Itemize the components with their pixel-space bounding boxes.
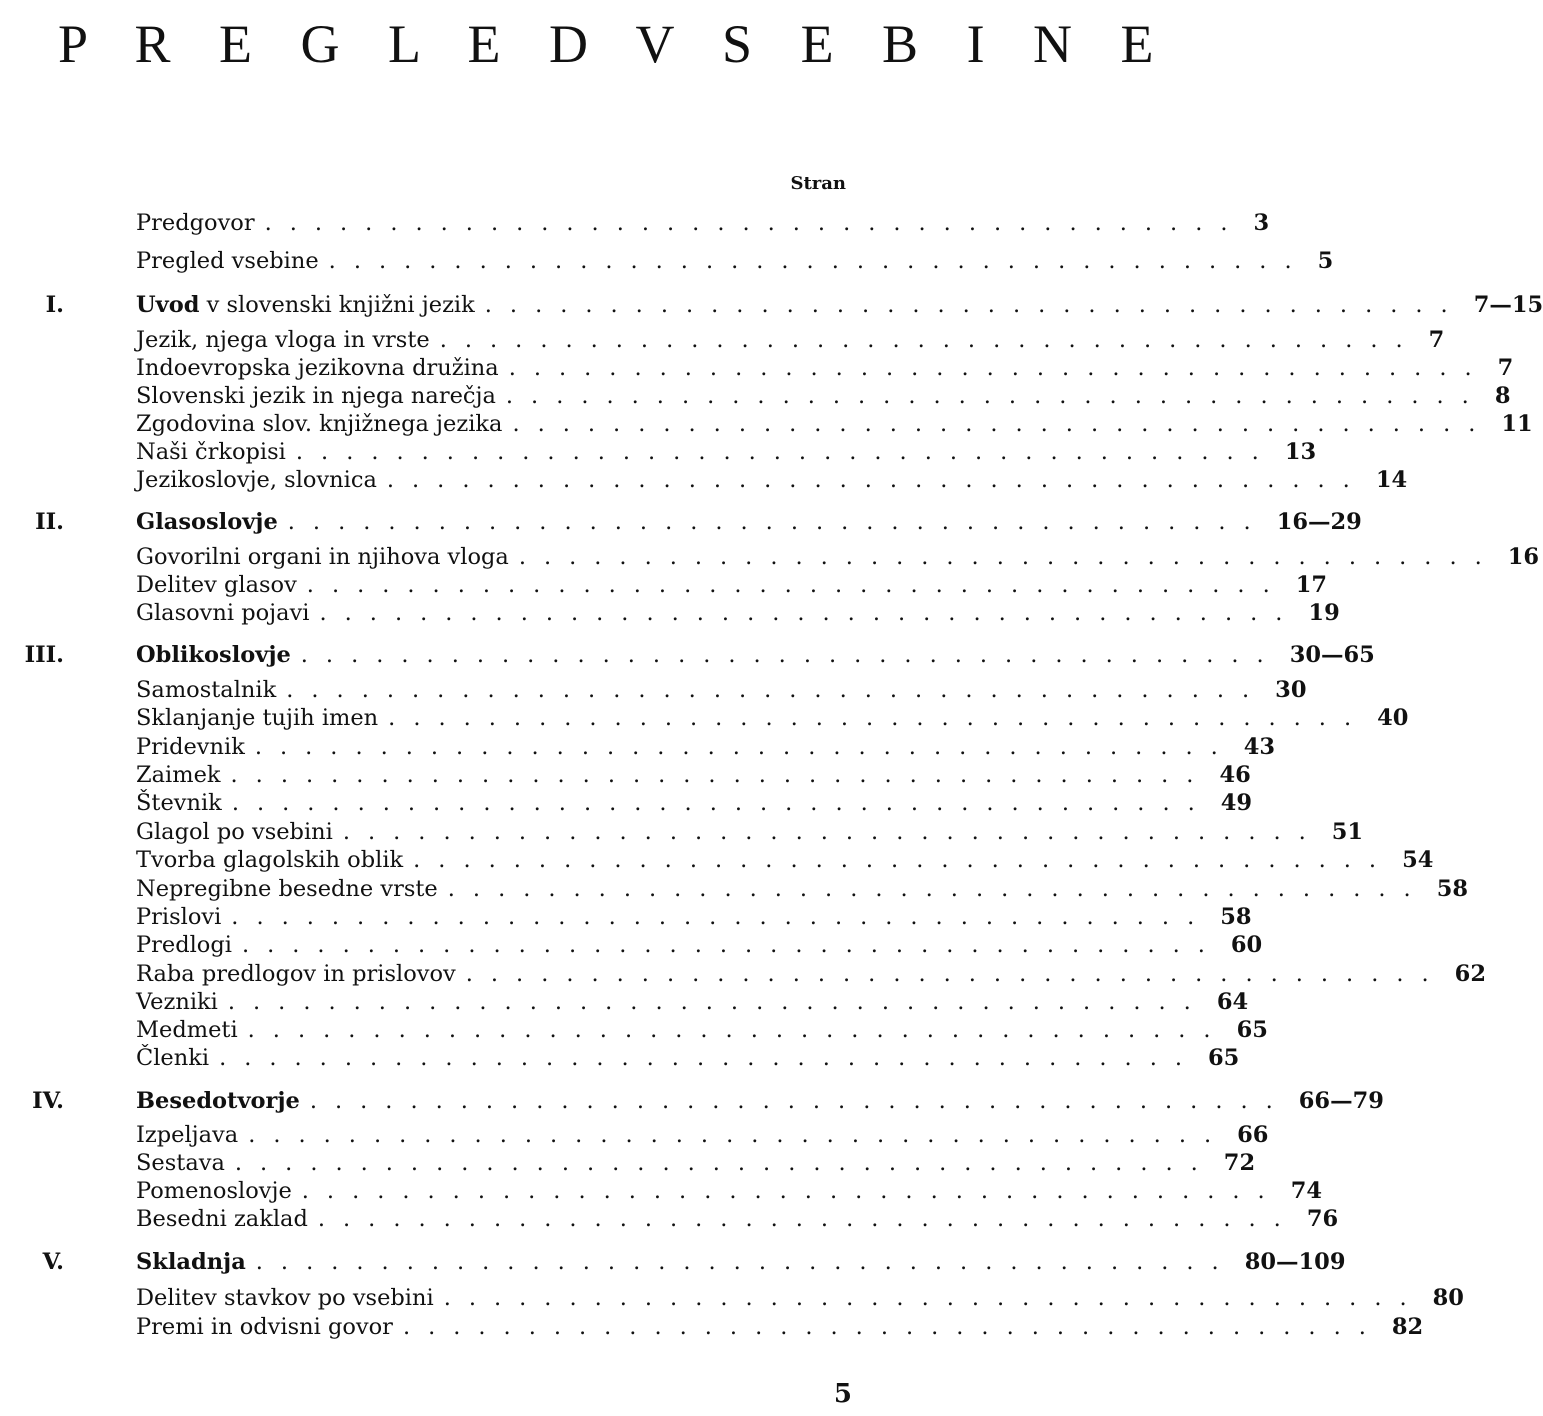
toc-entry-label: Jezik, njega vloga in vrste xyxy=(136,327,430,353)
toc-entry-page: 11 xyxy=(1501,411,1533,437)
toc-section xyxy=(24,641,1375,669)
toc-entry xyxy=(136,438,1317,466)
toc-entry xyxy=(136,676,1307,704)
toc-entry xyxy=(136,1121,1269,1149)
toc-entry-page: 40 xyxy=(1377,705,1409,731)
toc-entry-page: 5 xyxy=(1317,248,1334,274)
toc-entry-label: Vezniki xyxy=(136,989,218,1015)
dot-leader: ....................................... xyxy=(328,248,1310,274)
toc-entry xyxy=(136,789,1253,817)
page-column-header: Stran xyxy=(790,173,846,194)
toc-entry-page: 76 xyxy=(1306,1206,1339,1232)
toc-section-label xyxy=(136,291,475,319)
toc-entry xyxy=(136,209,1270,237)
dot-leader: ....................................... xyxy=(447,876,1429,902)
toc-entry-label: Tvorba glagolskih oblik xyxy=(136,847,404,873)
dot-leader: ....................................... xyxy=(231,904,1213,930)
dot-leader: ....................................... xyxy=(512,411,1494,437)
toc-entry-label: Jezikoslovje, slovnica xyxy=(136,467,377,493)
toc-entry-label: Predgovor xyxy=(136,210,255,236)
toc-entry-page: 8 xyxy=(1494,383,1511,409)
toc-section-pages: 30—65 xyxy=(1289,642,1375,668)
toc-section-pages: 80—109 xyxy=(1244,1249,1346,1275)
toc-entry xyxy=(136,599,1340,627)
toc-entry-page: 19 xyxy=(1308,600,1340,626)
toc-entry xyxy=(136,571,1328,599)
dot-leader: ....................................... xyxy=(309,1088,1291,1114)
toc-entry-page: 80 xyxy=(1432,1285,1464,1311)
toc-entry-label: Glagol po vsebini xyxy=(136,819,333,845)
dot-leader: ....................................... xyxy=(295,439,1277,465)
dot-leader: ....................................... xyxy=(287,509,1269,535)
toc-entry xyxy=(136,1284,1464,1312)
toc-entry xyxy=(136,326,1445,354)
section-number: I. xyxy=(45,292,64,318)
toc-entry-page: 46 xyxy=(1219,762,1251,788)
toc-entry-label: Delitev glasov xyxy=(136,572,297,598)
toc-entry xyxy=(136,1044,1240,1072)
toc-entry-page: 64 xyxy=(1216,989,1249,1015)
toc-entry-label: Naši črkopisi xyxy=(136,439,286,465)
toc-entry-page: 60 xyxy=(1230,932,1263,958)
toc-entry-page: 72 xyxy=(1223,1150,1256,1176)
toc-entry-label: Pomenoslovje xyxy=(136,1178,292,1204)
toc-entry xyxy=(136,1205,1339,1233)
toc-entry-label: Govorilni organi in njihova vloga xyxy=(136,544,509,570)
dot-leader: ....................................... xyxy=(255,1249,1237,1275)
toc-section-label-bold: Uvod xyxy=(136,292,200,318)
dot-leader: ....................................... xyxy=(465,961,1447,987)
dot-leader: ....................................... xyxy=(402,1314,1384,1340)
dot-leader: ....................................... xyxy=(319,600,1301,626)
toc-entry-label: Števnik xyxy=(136,790,222,816)
section-number: III. xyxy=(24,642,64,668)
dot-leader: ....................................... xyxy=(508,355,1490,381)
toc-section xyxy=(45,291,1543,319)
toc-entry-page: 66 xyxy=(1237,1122,1269,1148)
toc-section xyxy=(42,1248,1346,1276)
toc-entry xyxy=(136,818,1364,846)
toc-entry xyxy=(136,875,1469,903)
toc-entry-page: 65 xyxy=(1236,1017,1268,1043)
section-number: II. xyxy=(35,509,64,535)
dot-leader: ....................................... xyxy=(227,989,1209,1015)
toc-section xyxy=(35,508,1362,536)
toc-entry-label: Glasovni pojavi xyxy=(136,600,310,626)
dot-leader: ....................................... xyxy=(443,1285,1425,1311)
toc-entry-label: Pridevnik xyxy=(136,734,245,760)
toc-entry-page: 17 xyxy=(1295,572,1328,598)
toc-section-label-rest: v slovenski knjižni jezik xyxy=(199,292,475,318)
toc-entry-label: Besedni zaklad xyxy=(136,1206,308,1232)
toc-entry-label: Zgodovina slov. knjižnega jezika xyxy=(136,411,503,437)
toc-section-pages: 66—79 xyxy=(1298,1088,1384,1114)
toc-entry-label: Nepregibne besedne vrste xyxy=(136,876,438,902)
toc-entry-page: 7 xyxy=(1497,355,1514,381)
toc-entry xyxy=(136,1149,1256,1177)
dot-leader: ....................................... xyxy=(241,932,1223,958)
dot-leader: ....................................... xyxy=(388,705,1370,731)
dot-leader: ....................................... xyxy=(317,1206,1299,1232)
toc-entry xyxy=(136,466,1408,494)
toc-entry-label: Predlogi xyxy=(136,932,232,958)
dot-leader: ....................................... xyxy=(342,819,1324,845)
toc-entry-label: Prislovi xyxy=(136,904,222,930)
toc-entry-page: 49 xyxy=(1220,790,1253,816)
section-number: IV. xyxy=(32,1088,64,1114)
dot-leader: ....................................... xyxy=(439,327,1421,353)
toc-entry xyxy=(136,543,1540,571)
dot-leader: ....................................... xyxy=(234,1150,1216,1176)
toc-entry xyxy=(136,1177,1323,1205)
toc-section-pages: 16—29 xyxy=(1276,509,1362,535)
toc-entry-label: Raba predlogov in prislovov xyxy=(136,961,456,987)
dot-leader: ....................................... xyxy=(518,544,1500,570)
toc-section-label: Skladnja xyxy=(136,1249,246,1275)
toc-entry xyxy=(136,354,1514,382)
toc-entry xyxy=(136,704,1409,732)
toc-entry-label: Delitev stavkov po vsebini xyxy=(136,1285,434,1311)
toc-entry xyxy=(136,931,1263,959)
toc-entry-page: 14 xyxy=(1375,467,1408,493)
dot-leader: ....................................... xyxy=(230,762,1212,788)
toc-entry xyxy=(136,960,1486,988)
dot-leader: ....................................... xyxy=(306,572,1288,598)
toc-entry-page: 30 xyxy=(1275,677,1307,703)
toc-entry-label: Izpeljava xyxy=(136,1122,239,1148)
toc-entry-label: Medmeti xyxy=(136,1017,238,1043)
dot-leader: ....................................... xyxy=(231,790,1213,816)
dot-leader: ....................................... xyxy=(247,1017,1229,1043)
dot-leader: ....................................... xyxy=(413,847,1395,873)
toc-entry xyxy=(136,1016,1268,1044)
toc-entry-label: Sestava xyxy=(136,1150,225,1176)
page-title: P R E G L E D V S E B I N E xyxy=(58,14,1172,74)
dot-leader: ....................................... xyxy=(301,1178,1283,1204)
dot-leader: ....................................... xyxy=(219,1045,1200,1071)
page-number: 5 xyxy=(833,1379,852,1409)
toc-entry xyxy=(136,410,1533,438)
section-number: V. xyxy=(42,1249,64,1275)
toc-entry xyxy=(136,247,1334,275)
toc-entry-page: 7 xyxy=(1428,327,1445,353)
toc-entry xyxy=(136,761,1251,789)
toc-entry-label: Pregled vsebine xyxy=(136,248,319,274)
toc-entry-label: Premi in odvisni govor xyxy=(136,1314,393,1340)
toc-entry-page: 74 xyxy=(1290,1178,1323,1204)
toc-entry-label: Sklanjanje tujih imen xyxy=(136,705,379,731)
dot-leader: ....................................... xyxy=(386,467,1368,493)
toc-entry-page: 82 xyxy=(1391,1314,1424,1340)
toc-entry-page: 54 xyxy=(1402,847,1434,873)
toc-section-label: Glasoslovje xyxy=(136,509,278,535)
toc-entry-page: 62 xyxy=(1454,961,1486,987)
toc-entry-page: 58 xyxy=(1220,904,1252,930)
toc-entry-label: Zaimek xyxy=(136,762,221,788)
dot-leader: ....................................... xyxy=(248,1122,1230,1148)
toc-entry-label: Členki xyxy=(136,1045,210,1071)
toc-entry-page: 65 xyxy=(1208,1045,1240,1071)
toc-entry-label: Indoevropska jezikovna družina xyxy=(136,355,499,381)
toc-entry-page: 51 xyxy=(1331,819,1364,845)
toc-section-label: Oblikoslovje xyxy=(136,642,291,668)
toc-entry xyxy=(136,382,1511,410)
dot-leader: ....................................... xyxy=(484,292,1466,318)
dot-leader: ....................................... xyxy=(505,383,1487,409)
toc-entry-page: 16 xyxy=(1507,544,1540,570)
toc-entry-page: 13 xyxy=(1284,439,1317,465)
toc-section-pages: 7—15 xyxy=(1473,292,1543,318)
dot-leader: ....................................... xyxy=(286,677,1268,703)
toc-entry-label: Samostalnik xyxy=(136,677,277,703)
toc-entry-label: Slovenski jezik in njega narečja xyxy=(136,383,496,409)
toc-entry-page: 3 xyxy=(1253,210,1270,236)
toc-entry xyxy=(136,733,1276,761)
toc-section xyxy=(32,1087,1384,1115)
toc-entry xyxy=(136,988,1249,1016)
toc-entry xyxy=(136,903,1252,931)
toc-entry xyxy=(136,1313,1424,1341)
dot-leader: ....................................... xyxy=(254,734,1236,760)
toc-entry-page: 43 xyxy=(1243,734,1276,760)
toc-section-label: Besedotvorje xyxy=(136,1088,300,1114)
dot-leader: ....................................... xyxy=(300,642,1282,668)
toc-entry xyxy=(136,846,1434,874)
dot-leader: ....................................... xyxy=(264,210,1246,236)
toc-entry-page: 58 xyxy=(1436,876,1469,902)
